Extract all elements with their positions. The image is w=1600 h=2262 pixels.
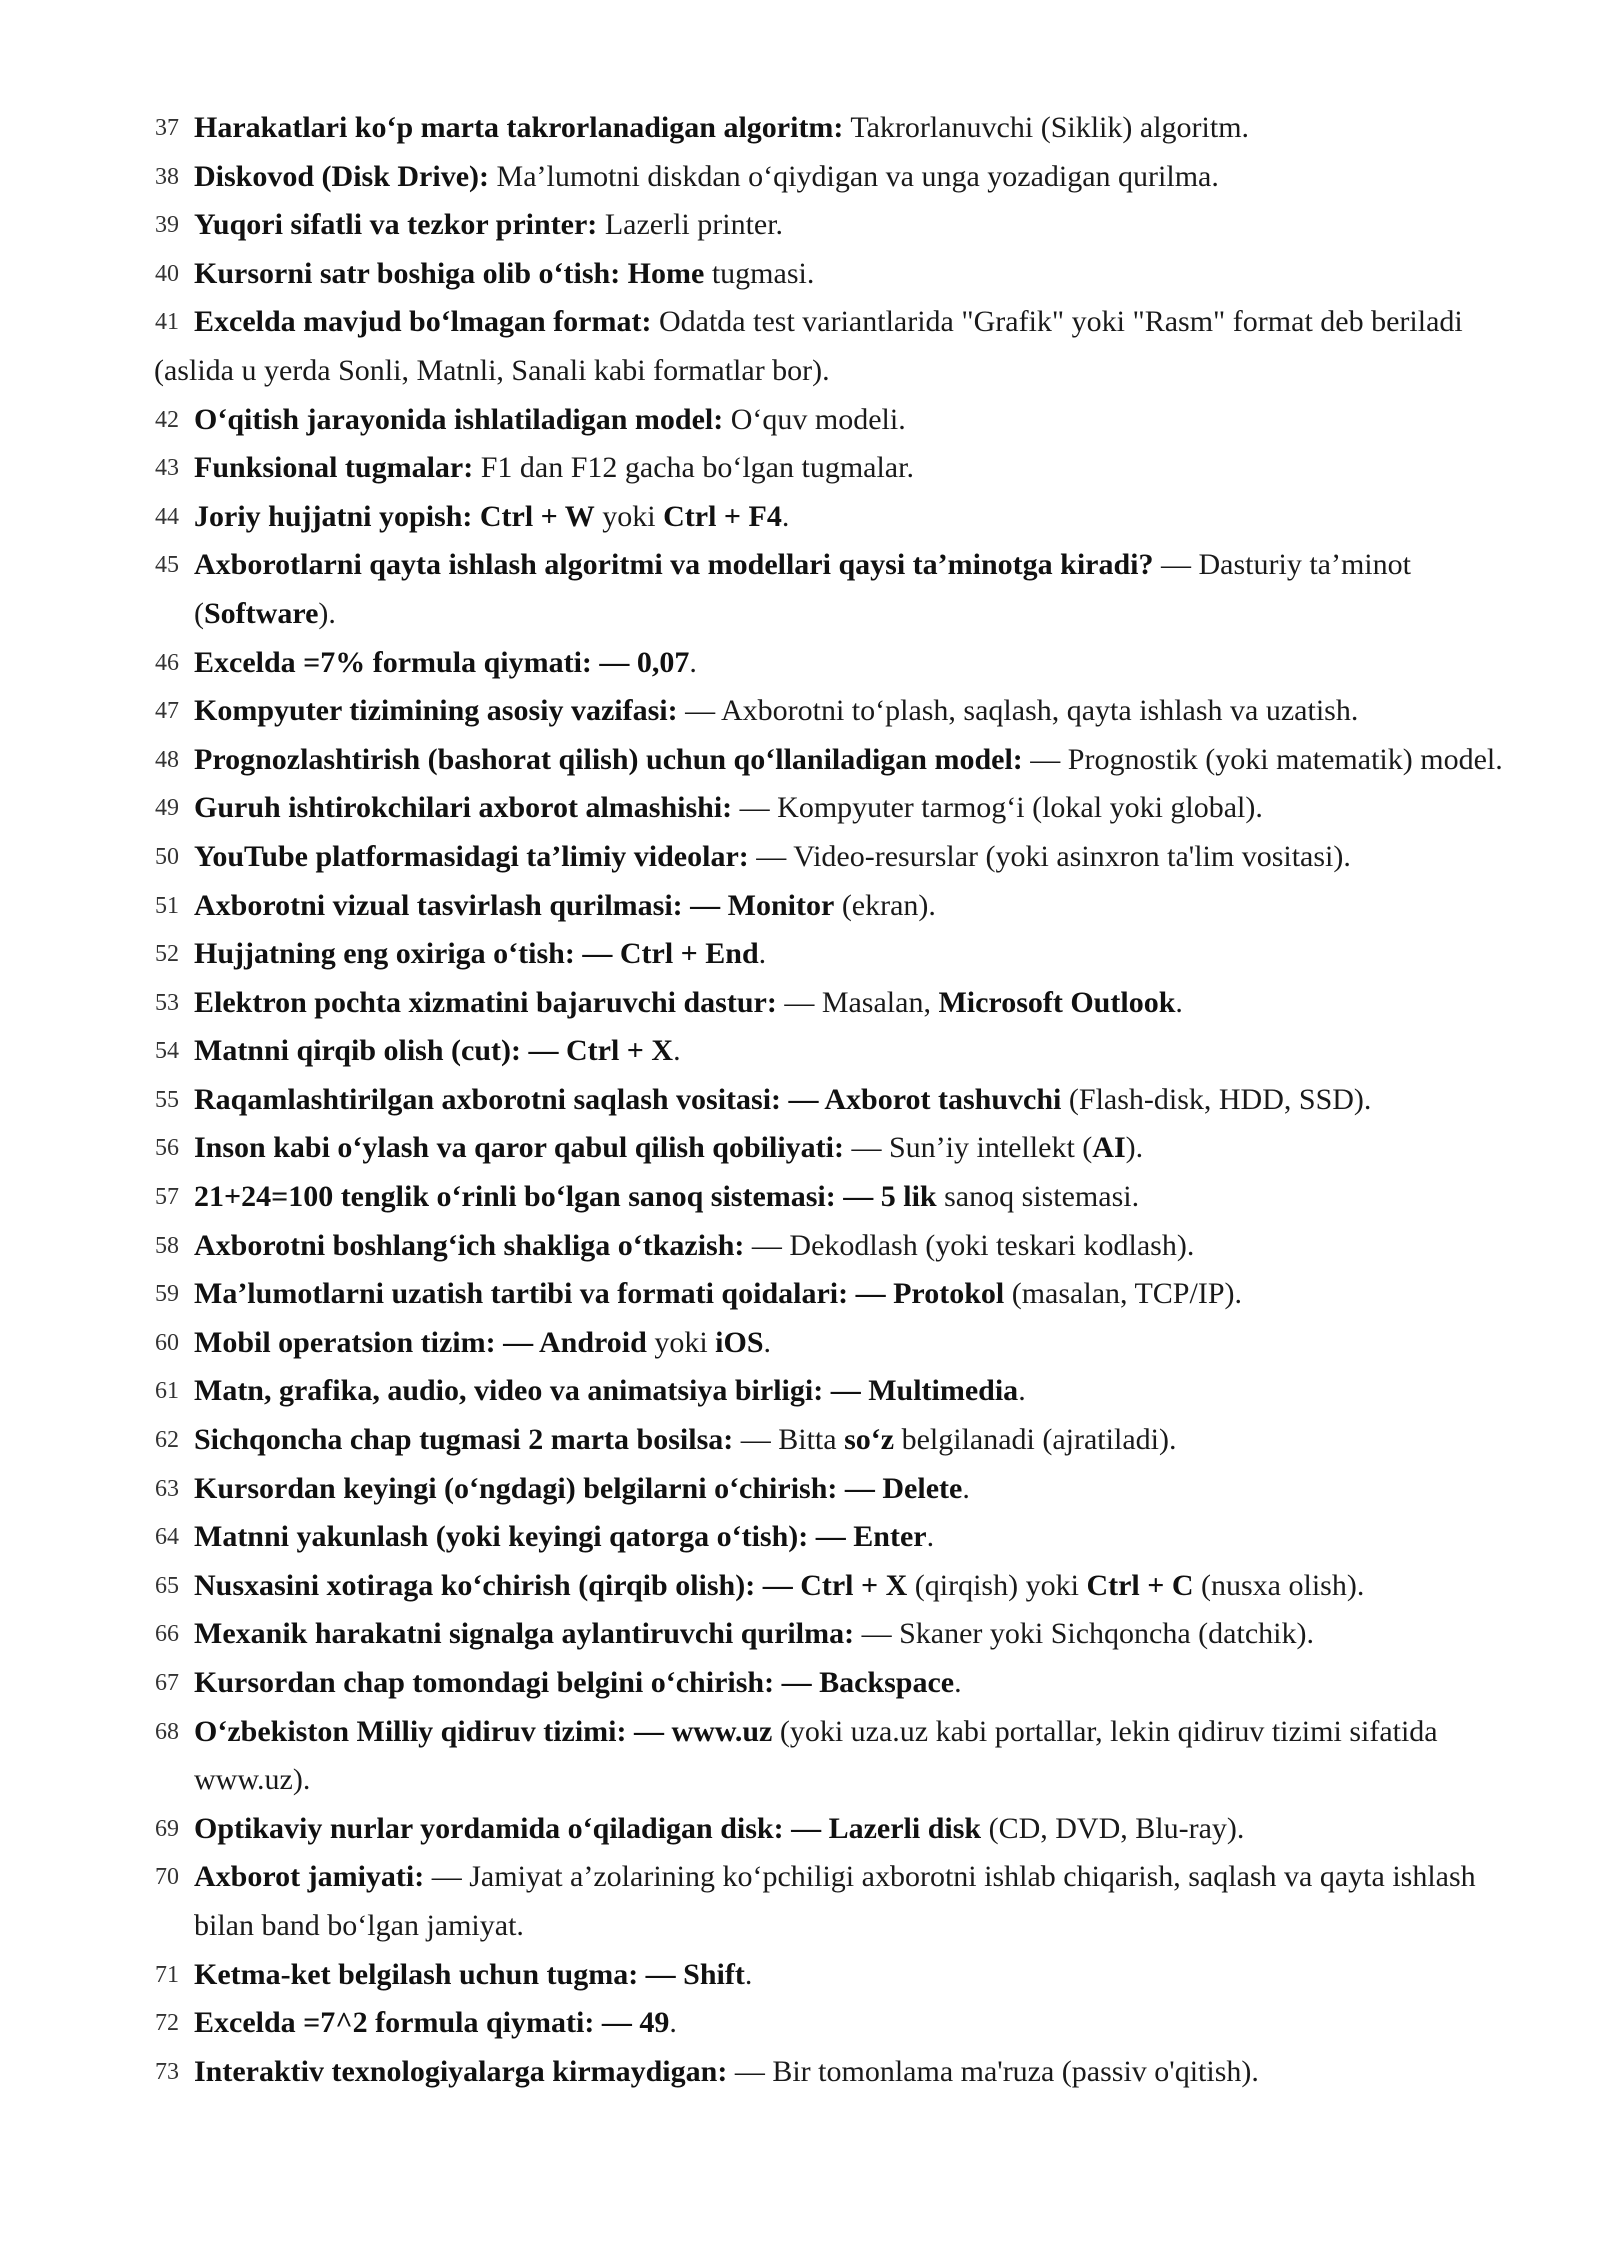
item-text: Ma’lumotni diskdan o‘qiydigan va unga yozadigan qurilma.	[489, 159, 1219, 193]
item-text: — Dekodlash (yoki teskari kodlash).	[744, 1228, 1195, 1262]
item-text: — Axborotni to‘plash, saqlash, qayta ishlash va uzatish.	[677, 694, 1359, 728]
item-term: Kursordan keyingi (o‘ngdagi) belgilarni o‘chirish: — Delete	[194, 1471, 963, 1505]
item-number: 38	[155, 163, 179, 190]
item-text: (nusxa olish).	[1193, 1568, 1365, 1602]
item-text: yoki	[594, 499, 664, 533]
item-term: O‘qitish jarayonida ishlatiladigan model:	[194, 402, 724, 436]
item-number: 37	[155, 115, 179, 141]
item-text: sanoq sistemasi.	[936, 1180, 1140, 1214]
list-item	[0, 1853, 1600, 1950]
list-item	[0, 1270, 1600, 1319]
item-term: Optikaviy nurlar yordamida o‘qiladigan disk: — Lazerli disk	[194, 1811, 982, 1845]
item-text: .	[744, 1957, 753, 1991]
list-item	[0, 1708, 1600, 1805]
item-text: (Flash-disk, HDD, SSD).	[1061, 1082, 1372, 1116]
item-number: 71	[155, 1961, 179, 1988]
item-number: 42	[155, 406, 179, 433]
item-text: .	[669, 2006, 677, 2040]
list-item	[0, 979, 1600, 1028]
item-number: 52	[155, 941, 179, 968]
list-item	[0, 930, 1600, 979]
item-text: — Bir tomonlama ma'ruza (passiv o'qitish).	[727, 2054, 1259, 2088]
item-text: — Sun’iy intellekt (	[843, 1131, 1093, 1165]
item-term: Elektron pochta xizmatini bajaruvchi dastur:	[194, 985, 777, 1019]
item-term: iOS	[715, 1325, 764, 1359]
item-number: 60	[155, 1329, 179, 1356]
list-item	[0, 1416, 1600, 1465]
item-number: 62	[155, 1427, 179, 1454]
item-term: Matn, grafika, audio, video va animatsiya birligi: — Multimedia	[194, 1374, 1019, 1408]
item-number: 72	[155, 2010, 179, 2037]
item-number: 59	[155, 1281, 179, 1308]
item-number: 57	[155, 1184, 179, 1211]
item-term: Ctrl + F4	[663, 499, 782, 533]
item-text: — Masalan,	[776, 985, 939, 1019]
item-text: tugmasi.	[704, 256, 815, 290]
item-term: 21+24=100 tenglik o‘rinli bo‘lgan sanoq sistemasi: — 5 lik	[194, 1180, 937, 1214]
list-item	[0, 833, 1600, 882]
item-number: 69	[155, 1815, 179, 1842]
item-text: F1 dan F12 gacha bo‘lgan tugmalar.	[473, 451, 914, 485]
list-item	[0, 250, 1600, 299]
item-text: — Kompyuter tarmog‘i (lokal yoki global).	[732, 791, 1263, 825]
item-term: Microsoft Outlook	[938, 985, 1176, 1019]
item-number: 41	[155, 309, 179, 336]
item-term: Kompyuter tizimining asosiy vazifasi:	[194, 694, 678, 728]
list-item	[0, 1173, 1600, 1222]
item-number: 55	[155, 1086, 179, 1113]
list-item	[0, 541, 1600, 638]
list-item	[0, 153, 1600, 202]
list-item	[0, 1465, 1600, 1514]
item-term: Sichqoncha chap tugmasi 2 marta bosilsa:	[194, 1423, 734, 1457]
item-term: Mobil operatsion tizim: — Android	[194, 1325, 647, 1359]
item-text: (CD, DVD, Blu-ray).	[981, 1811, 1245, 1845]
list-item	[0, 493, 1600, 542]
item-text: — Jamiyat a’zolarining ko‘pchiligi axborotni ishlab chiqarish, saqlash va qayta ishlash bilan band bo‘lgan jamiyat.	[194, 1860, 1476, 1942]
item-text: (masalan, TCP/IP).	[1004, 1277, 1242, 1311]
item-term: Diskovod (Disk Drive):	[194, 159, 490, 193]
list-item	[0, 687, 1600, 736]
list-item	[0, 1367, 1600, 1416]
list-item	[0, 784, 1600, 833]
item-text: — Dasturiy ta’minot (	[194, 548, 1411, 630]
item-term: Excelda mavjud bo‘lmagan format:	[194, 305, 652, 339]
item-number: 48	[155, 746, 179, 773]
item-term: Harakatlari ko‘p marta takrorlanadigan algoritm:	[194, 111, 844, 144]
item-text: .	[954, 1666, 962, 1699]
item-number: 51	[155, 892, 179, 919]
item-text: ).	[1125, 1131, 1144, 1165]
item-number: 46	[155, 649, 179, 676]
list-item	[0, 1124, 1600, 1173]
item-number: 64	[155, 1524, 179, 1551]
item-text: (qirqish) yoki	[907, 1568, 1087, 1602]
list-item	[0, 736, 1600, 785]
item-text: .	[689, 645, 697, 679]
item-term: Kursorni satr boshiga olib o‘tish: Home	[194, 256, 705, 290]
item-number: 70	[155, 1864, 179, 1891]
item-term: Yuqori sifatli va tezkor printer:	[194, 208, 598, 242]
item-text: .	[781, 499, 790, 533]
item-term: Mexanik harakatni signalga aylantiruvchi qurilma:	[194, 1617, 855, 1651]
item-term: Nusxasini xotiraga ko‘chirish (qirqib olish): — Ctrl + X	[194, 1568, 908, 1602]
list-item	[0, 396, 1600, 445]
list-item	[0, 1805, 1600, 1854]
list-item	[0, 1659, 1600, 1708]
list-item	[0, 1951, 1600, 2000]
item-term: so‘z	[844, 1423, 895, 1457]
item-term: AI	[1092, 1131, 1126, 1165]
item-number: 58	[155, 1232, 179, 1259]
item-number: 63	[155, 1475, 179, 1502]
list-item	[0, 1076, 1600, 1125]
item-text: belgilanadi (ajratiladi).	[894, 1423, 1177, 1457]
item-term: Joriy hujjatni yopish: Ctrl + W	[194, 499, 595, 533]
item-text: O‘quv modeli.	[723, 402, 906, 436]
item-text: — Skaner yoki Sichqoncha (datchik).	[854, 1617, 1314, 1651]
list-item	[0, 201, 1600, 250]
item-text: Odatda test variantlarida "Grafik" yoki "Rasm" format deb beriladi (aslida u yerda Sonli, Matnli, Sanali kabi formatlar bor).	[154, 305, 1463, 387]
item-text: .	[673, 1034, 681, 1068]
item-term: Matnni qirqib olish (cut): — Ctrl + X	[194, 1034, 674, 1068]
item-term: Matnni yakunlash (yoki keyingi qatorga o‘tish): — Enter	[194, 1520, 927, 1554]
item-text: Takrorlanuvchi (Siklik) algoritm.	[843, 111, 1250, 144]
item-text: Lazerli printer.	[597, 208, 784, 242]
item-term: Software	[204, 596, 319, 630]
item-term: YouTube platformasidagi ta’limiy videolar:	[194, 839, 749, 873]
item-number: 53	[155, 989, 179, 1016]
list-item	[0, 882, 1600, 931]
item-number: 61	[155, 1378, 179, 1405]
list-item	[0, 104, 1600, 153]
item-number: 45	[155, 552, 179, 579]
item-term: Excelda =7^2 formula qiymati: — 49	[194, 2006, 670, 2040]
document-body	[0, 104, 1600, 2096]
item-number: 44	[155, 503, 179, 530]
item-number: 66	[155, 1621, 179, 1648]
item-number: 49	[155, 795, 179, 822]
item-text: (yoki uza.uz kabi portallar, lekin qidiruv tizimi sifatida www.uz).	[194, 1714, 1438, 1797]
item-text: .	[926, 1520, 935, 1554]
item-text: — Prognostik (yoki matematik) model.	[1022, 742, 1503, 776]
item-number: 39	[155, 212, 179, 239]
item-term: Inson kabi o‘ylash va qaror qabul qilish qobiliyati:	[194, 1131, 844, 1165]
item-term: Axborotlarni qayta ishlash algoritmi va modellari qaysi ta’minotga kiradi?	[194, 548, 1154, 582]
item-term: Funksional tugmalar:	[194, 451, 474, 485]
list-item	[0, 1027, 1600, 1076]
list-item	[0, 1999, 1600, 2048]
item-number: 56	[155, 1135, 179, 1162]
item-text: .	[962, 1471, 970, 1505]
item-number: 68	[155, 1718, 179, 1745]
item-term: Prognozlashtirish (bashorat qilish) uchun qo‘llaniladigan model:	[194, 742, 1023, 776]
item-term: Axborot jamiyati:	[194, 1860, 425, 1894]
item-text: — Bitta	[733, 1423, 845, 1457]
item-term: Kursordan chap tomondagi belgini o‘chirish: — Backspace	[194, 1666, 955, 1699]
list-item	[0, 298, 1600, 395]
item-number: 50	[155, 843, 179, 870]
item-term: Guruh ishtirokchilari axborot almashishi:	[194, 791, 733, 825]
item-number: 40	[155, 260, 179, 287]
item-term: Ctrl + C	[1086, 1568, 1194, 1602]
item-term: O‘zbekiston Milliy qidiruv tizimi: — www.uz	[194, 1714, 773, 1748]
item-number: 65	[155, 1572, 179, 1599]
item-text: .	[763, 1325, 772, 1359]
item-term: Raqamlashtirilgan axborotni saqlash vositasi: — Axborot tashuvchi	[194, 1082, 1062, 1116]
list-item	[0, 1513, 1600, 1562]
item-number: 54	[155, 1038, 179, 1065]
item-term: Hujjatning eng oxiriga o‘tish: — Ctrl + End	[194, 937, 759, 971]
list-item	[0, 1222, 1600, 1271]
item-term: Ketma-ket belgilash uchun tugma: — Shift	[194, 1957, 745, 1991]
item-term: Interaktiv texnologiyalarga kirmaydigan:	[194, 2054, 728, 2088]
item-number: 47	[155, 698, 179, 725]
item-term: Axborotni boshlang‘ich shakliga o‘tkazish:	[194, 1228, 745, 1262]
list-item	[0, 639, 1600, 688]
list-item	[0, 2048, 1600, 2097]
list-item	[0, 444, 1600, 493]
item-text: yoki	[646, 1325, 716, 1359]
item-term: Excelda =7% formula qiymati: — 0,07	[194, 645, 690, 679]
item-term: Axborotni vizual tasvirlash qurilmasi: — Monitor	[194, 888, 835, 922]
list-item	[0, 1610, 1600, 1659]
list-item	[0, 1319, 1600, 1368]
list-item	[0, 1562, 1600, 1611]
item-text: .	[1175, 985, 1183, 1019]
item-number: 67	[155, 1670, 179, 1696]
item-number: 73	[155, 2058, 179, 2085]
item-text: .	[758, 937, 767, 971]
item-term: Ma’lumotlarni uzatish tartibi va formati qoidalari: — Protokol	[194, 1277, 1005, 1311]
item-text: (ekran).	[834, 888, 936, 922]
item-text: — Video-resurslar (yoki asinxron ta'lim vositasi).	[748, 839, 1351, 873]
item-text: .	[1018, 1374, 1026, 1408]
item-text: ).	[318, 596, 336, 630]
item-number: 43	[155, 455, 179, 482]
